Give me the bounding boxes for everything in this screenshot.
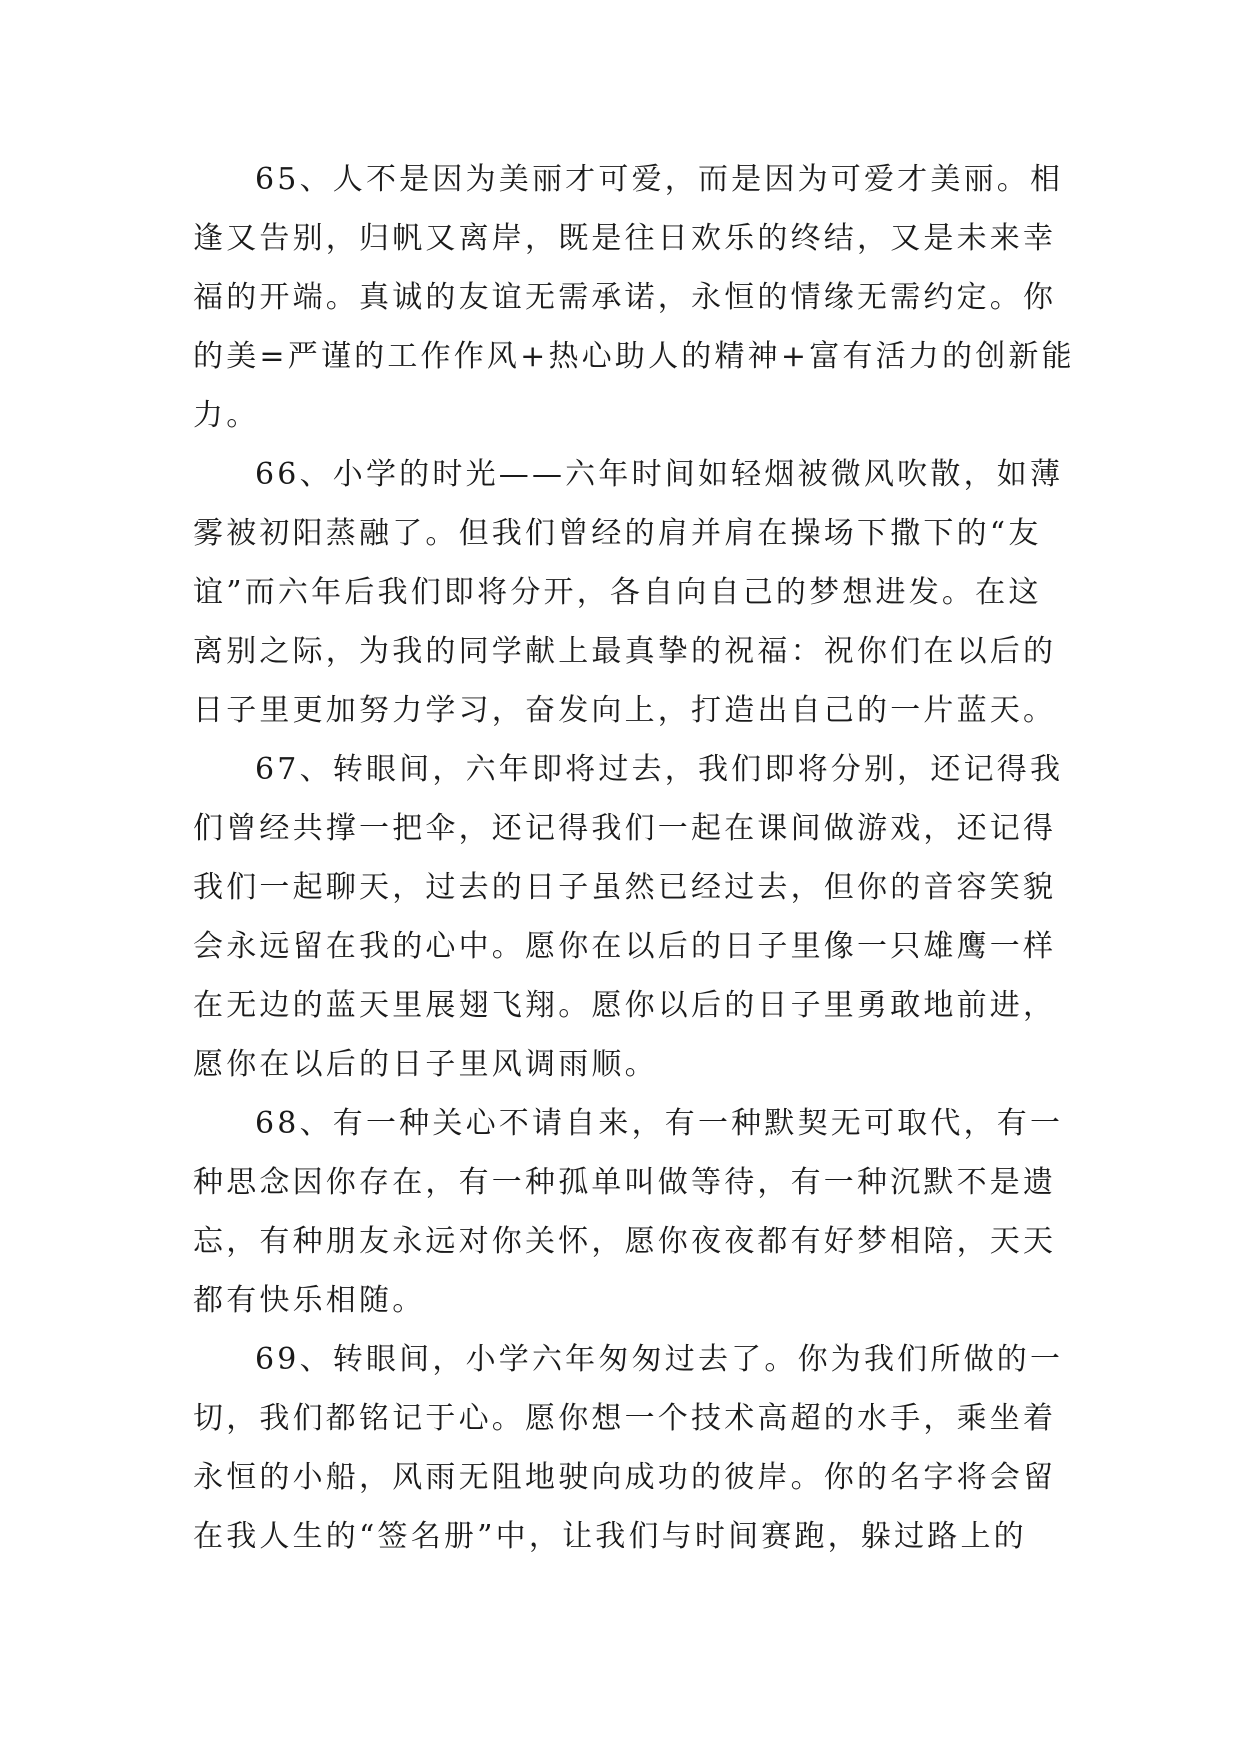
text-line: 68、有一种关心不请自来，有一种默契无可取代，有一 xyxy=(255,1106,1064,1141)
text-line: 离别之际，为我的同学献上最真挚的祝福：祝你们在以后的 xyxy=(193,634,1057,669)
paragraph-65 xyxy=(193,150,1075,445)
text-line: 都有快乐相随。 xyxy=(193,1283,426,1318)
paragraph-68 xyxy=(193,1094,1064,1330)
paragraph-69 xyxy=(193,1330,1064,1566)
text-line: 种思念因你存在，有一种孤单叫做等待，有一种沉默不是遗 xyxy=(193,1165,1057,1200)
text-line: 谊”而六年后我们即将分开，各自向自己的梦想进发。在这 xyxy=(193,575,1042,610)
text-line: 在无边的蓝天里展翅飞翔。愿你以后的日子里勇敢地前进， xyxy=(193,988,1057,1023)
text-line: 愿你在以后的日子里风调雨顺。 xyxy=(193,1047,658,1082)
text-line: 日子里更加努力学习，奋发向上，打造出自己的一片蓝天。 xyxy=(193,693,1057,728)
text-line: 力。 xyxy=(193,398,260,433)
text-line: 们曾经共撑一把伞，还记得我们一起在课间做游戏，还记得 xyxy=(193,811,1057,846)
text-line: 切，我们都铭记于心。愿你想一个技术高超的水手，乘坐着 xyxy=(193,1401,1057,1436)
document-body xyxy=(193,150,1075,1566)
paragraph-66 xyxy=(193,445,1064,740)
text-line: 福的开端。真诚的友谊无需承诺，永恒的情缘无需约定。你 xyxy=(193,280,1057,315)
text-line: 逢又告别，归帆又离岸，既是往日欢乐的终结，又是未来幸 xyxy=(193,221,1057,256)
text-line: 65、人不是因为美丽才可爱，而是因为可爱才美丽。相 xyxy=(255,162,1064,197)
paragraph-67 xyxy=(193,740,1064,1094)
text-line: 永恒的小船，风雨无阻地驶向成功的彼岸。你的名字将会留 xyxy=(193,1460,1057,1495)
text-line: 我们一起聊天，过去的日子虽然已经过去，但你的音容笑貌 xyxy=(193,870,1057,905)
text-line: 在我人生的“签名册”中，让我们与时间赛跑，躲过路上的 xyxy=(193,1519,1027,1554)
text-line: 会永远留在我的心中。愿你在以后的日子里像一只雄鹰一样 xyxy=(193,929,1057,964)
text-line: 的美=严谨的工作作风+热心助人的精神+富有活力的创新能 xyxy=(193,339,1075,374)
text-line: 69、转眼间，小学六年匆匆过去了。你为我们所做的一 xyxy=(255,1342,1064,1377)
text-line: 雾被初阳蒸融了。但我们曾经的肩并肩在操场下撒下的“友 xyxy=(193,516,1042,551)
text-line: 忘，有种朋友永远对你关怀，愿你夜夜都有好梦相陪，天天 xyxy=(193,1224,1057,1259)
text-line: 67、转眼间，六年即将过去，我们即将分别，还记得我 xyxy=(255,752,1064,787)
text-line: 66、小学的时光——六年时间如轻烟被微风吹散，如薄 xyxy=(255,457,1064,492)
